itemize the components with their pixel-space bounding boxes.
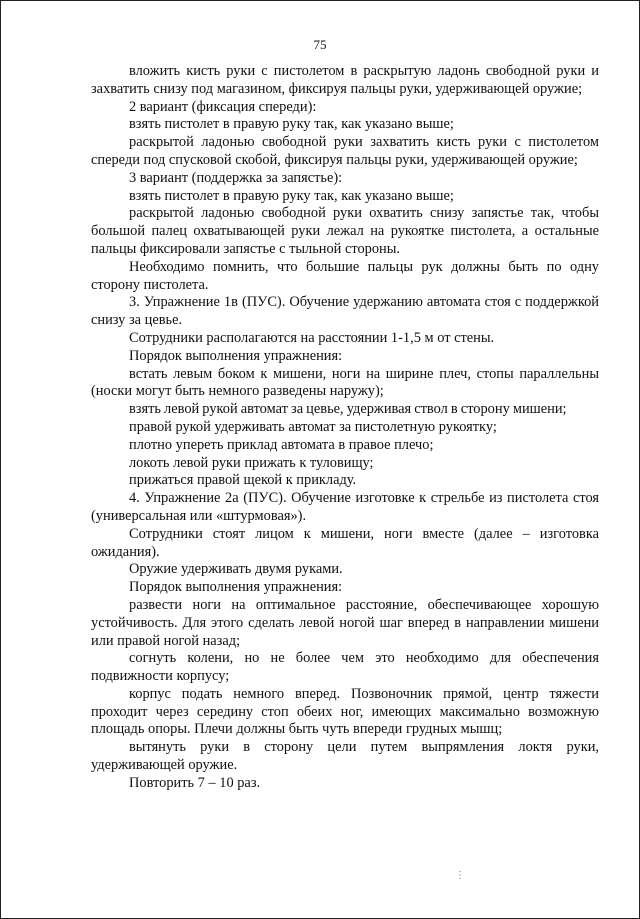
paragraph: вложить кисть руки с пистолетом в раскрытую ладонь свободной руки и захватить снизу под магазином, фиксируя пальцы руки, удерживающей оружие; [91, 63, 599, 97]
paragraph: 3 вариант (поддержка за запястье): [129, 169, 343, 186]
scan-speck: ⋮ [455, 870, 465, 881]
paragraph: 3. Упражнение 1в (ПУС). Обучение удержанию автомата стоя с поддержкой снизу за цевье. [91, 294, 599, 329]
paragraph: плотно упереть приклад автомата в правое плечо; [129, 436, 434, 453]
paragraph: согнуть колени, но не более чем это необходимо для обеспечения подвижности корпусу; [91, 650, 599, 685]
paragraph: прижаться правой щекой к прикладу. [129, 472, 357, 489]
page-number: 75 [313, 37, 327, 52]
paragraph: Порядок выполнения упражнения: [129, 347, 343, 364]
paragraph: вытянуть руки в сторону цели путем выпрямления локтя руки, удерживающей оружие. [91, 739, 599, 774]
paragraph: корпус подать немного вперед. Позвоночник прямой, центр тяжести проходит через середину стоп обеих ног, имеющих максимально возможную площадь опоры. Плечи должны быть чуть впереди грудных мышц; [91, 685, 599, 738]
paragraph: правой рукой удерживать автомат за пистолетную рукоятку; [129, 418, 497, 435]
paragraph: Сотрудники стоят лицом к мишени, ноги вместе (далее – изготовка ожидания). [91, 525, 599, 560]
paragraph: локоть левой руки прижать к туловищу; [129, 454, 374, 471]
paragraph: 2 вариант (фиксация спереди): [129, 98, 317, 115]
paragraph: 4. Упражнение 2а (ПУС). Обучение изготовке к стрельбе из пистолета стоя (универсальная или «штурмовая»). [91, 490, 599, 524]
paragraph: взять левой рукой автомат за цевье, удерживая ствол в сторону мишени; [129, 401, 567, 418]
paragraph: Оружие удерживать двумя руками. [129, 561, 343, 578]
paragraph: взять пистолет в правую руку так, как указано выше; [129, 116, 454, 133]
paragraph: Необходимо помнить, что большие пальцы рук должны быть по одну сторону пистолета. [91, 258, 599, 293]
paragraph: встать левым боком к мишени, ноги на ширине плеч, стопы параллельны (носки могут быть немного разведены наружу); [91, 365, 599, 400]
paragraph: Сотрудники располагаются на расстоянии 1-1,5 м от стены. [129, 329, 495, 346]
paragraph: Порядок выполнения упражнения: [129, 579, 343, 596]
paragraph: Повторить 7 – 10 раз. [129, 774, 261, 791]
paragraph: взять пистолет в правую руку так, как указано выше; [129, 187, 454, 204]
body-text [91, 63, 599, 793]
paragraph: раскрытой ладонью свободной руки захватить кисть руки с пистолетом спереди под спусковой скобой, фиксируя пальцы руки, удерживающей оружие; [91, 134, 599, 168]
paragraph: развести ноги на оптимальное расстояние, обеспечивающее хорошую устойчивость. Для этого сделать левой ногой шаг вперед в направлении мишени или правой ногой назад; [91, 596, 599, 649]
paragraph: раскрытой ладонью свободной руки охватить снизу запястье так, чтобы большой палец охватывающей руки лежал на рукоятке пистолета, а остальные пальцы фиксировали запястье с тыльной стороны. [91, 205, 599, 257]
